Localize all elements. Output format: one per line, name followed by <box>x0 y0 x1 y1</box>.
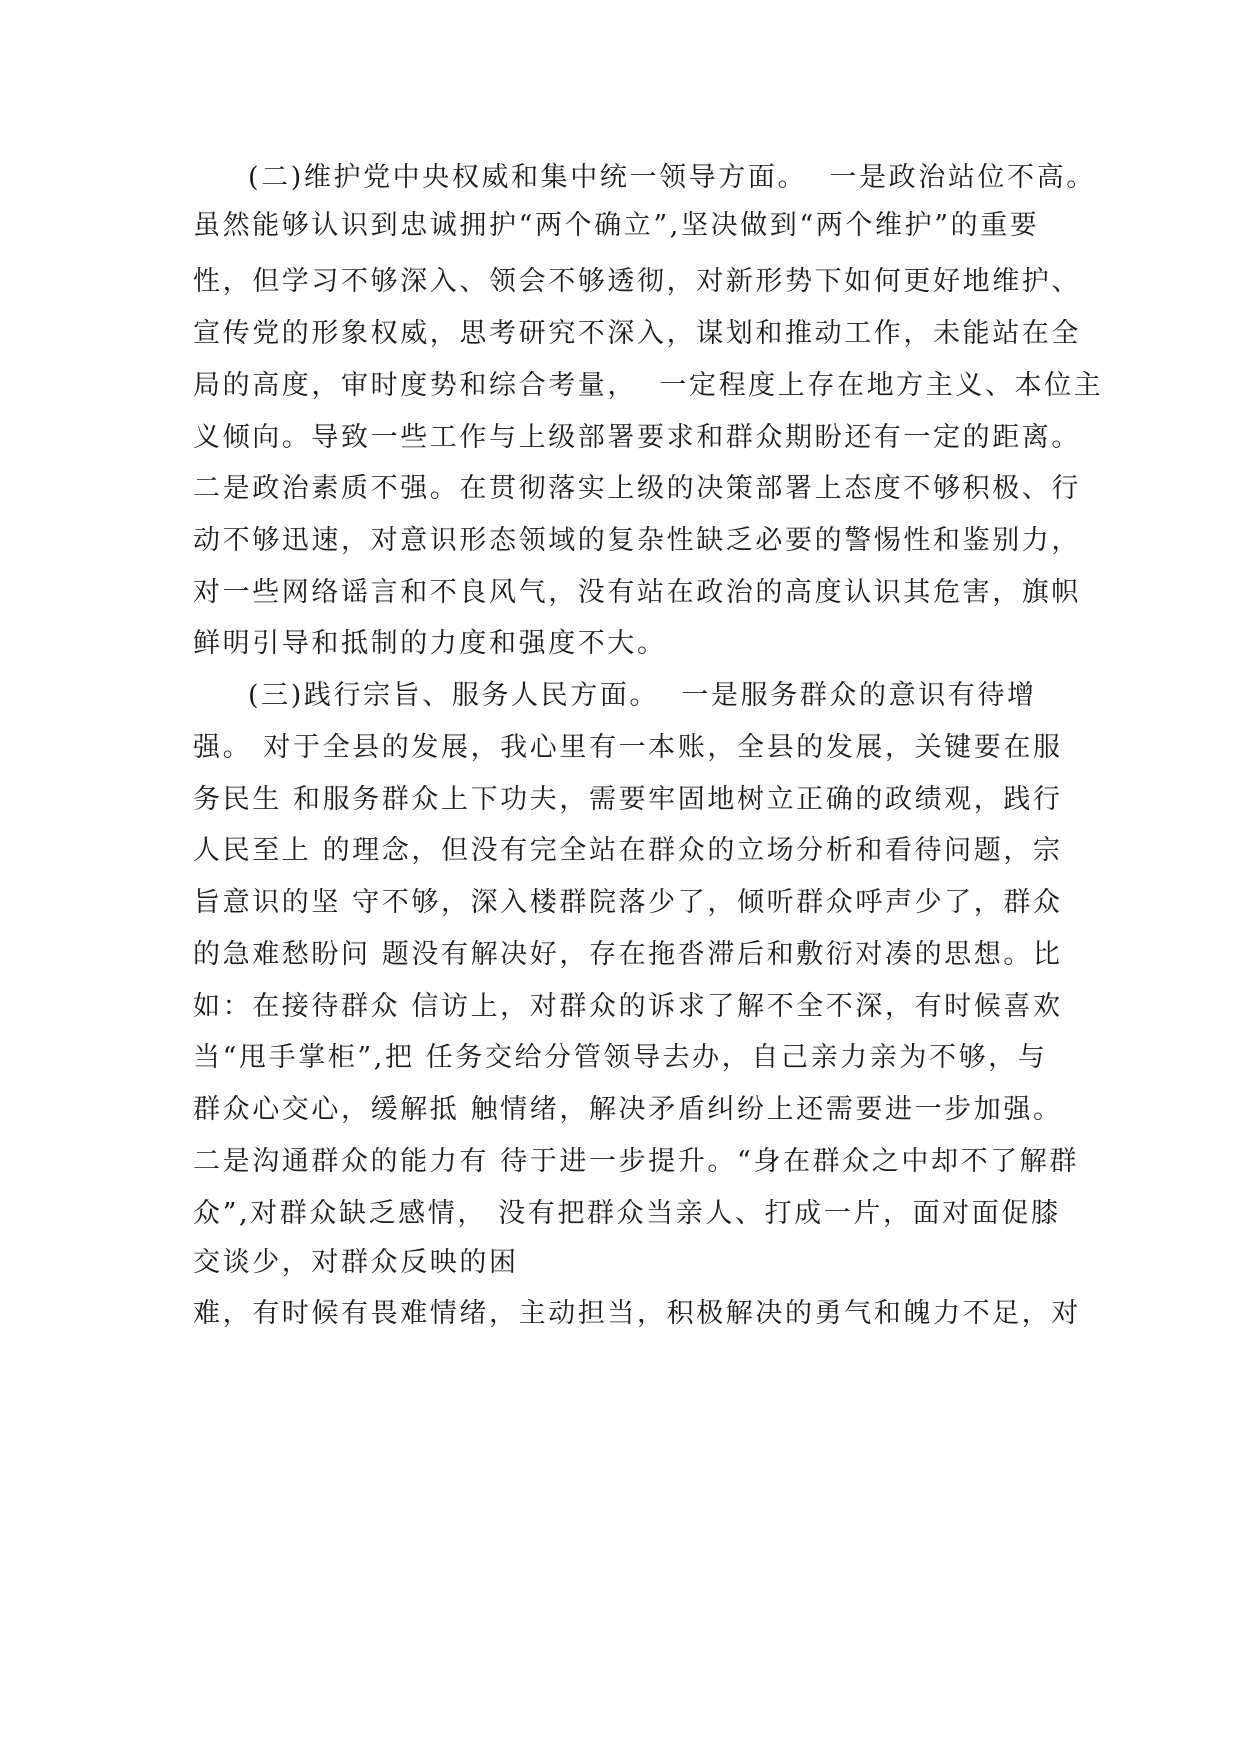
text-line: 义倾向。导致一些工作与上级部署要求和群众期盼还有一定的距离。 <box>193 422 1081 453</box>
text-line: 虽然能够认识到忠诚拥护“两个确立”,坚决做到“两个维护”的重要 <box>193 210 1040 241</box>
text-line: 众”,对群众缺乏感情， 没有把群众当亲人、打成一片，面对面促膝 <box>193 1198 1061 1229</box>
text-line: 的急难愁盼问 题没有解决好，存在拖沓滞后和敷衍对凑的思想。比 <box>193 939 1063 970</box>
text-line: 交谈少，对群众反映的困 <box>193 1247 519 1278</box>
text-line: 二是政治素质不强。在贯彻落实上级的决策部署上态度不够积极、行 <box>193 473 1081 504</box>
text-line: 当“甩手掌柜”,把 任务交给分管领导去办，自己亲力亲为不够，与 <box>193 1042 1048 1073</box>
text-line: 群众心交心，缓解抵 触情绪，解决矛盾纠纷上还需要进一步加强。 <box>193 1094 1063 1125</box>
text-line: 对一些网络谣言和不良风气，没有站在政治的高度认识其危害，旗帜 <box>193 577 1081 608</box>
text-line: 鲜明引导和抵制的力度和强度不大。 <box>193 628 667 659</box>
text-line: (三)践行宗旨、服务人民方面。 一是服务群众的意识有待增 <box>248 680 1037 711</box>
text-line: 如：在接待群众 信访上，对群众的诉求了解不全不深，有时候喜欢 <box>193 991 1063 1022</box>
text-line: 性，但学习不够深入、领会不够透彻，对新形势下如何更好地维护、 <box>193 266 1081 297</box>
text-line: (二)维护党中央权威和集中统一领导方面。 一是政治站位不高。 <box>248 162 1096 193</box>
text-line: 务民生 和服务群众上下功夫，需要牢固地树立正确的政绩观，践行 <box>193 784 1063 815</box>
text-line: 人民至上 的理念，但没有完全站在群众的立场分析和看待问题，宗 <box>193 835 1063 866</box>
text-line: 宣传党的形象权威，思考研究不深入，谋划和推动工作，未能站在全 <box>193 318 1081 349</box>
text-line: 旨意识的坚 守不够，深入楼群院落少了，倾听群众呼声少了，群众 <box>193 887 1063 918</box>
text-line: 动不够迅速，对意识形态领域的复杂性缺乏必要的警惕性和鉴别力， <box>193 525 1081 556</box>
text-line: 局的高度，审时度势和综合考量， 一定程度上存在地方主义、本位主 <box>193 370 1104 401</box>
text-line: 难，有时候有畏难情绪，主动担当，积极解决的勇气和魄力不足，对 <box>193 1298 1081 1329</box>
text-line: 强。 对于全县的发展，我心里有一本账，全县的发展，关键要在服 <box>193 732 1063 763</box>
text-line: 二是沟通群众的能力有 待于进一步提升。“身在群众之中却不了解群 <box>193 1146 1079 1177</box>
